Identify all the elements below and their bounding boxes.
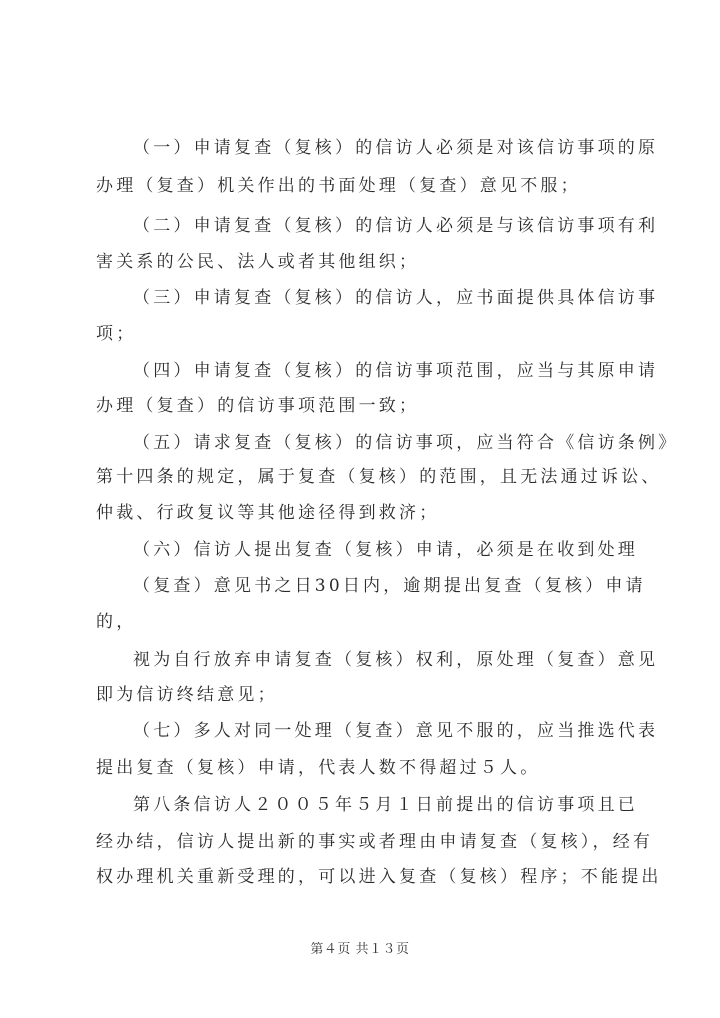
text-line: 提出复查（复核）申请，代表人数不得超过５人。 [96, 758, 541, 778]
text-line: 害关系的公民、法人或者其他组织； [96, 252, 420, 272]
text-line: 办理（复查）的信访事项范围一致； [96, 396, 420, 416]
text-line: 办理（复查）机关作出的书面处理（复查）意见不服； [96, 176, 581, 196]
text-line: （六）信访人提出复查（复核）申请，必须是在收到处理 [133, 540, 638, 560]
text-line: 权办理机关重新受理的，可以进入复查（复核）程序；不能提出 [96, 867, 662, 887]
text-line: （一）申请复查（复核）的信访人必须是对该信访事项的原 [133, 138, 659, 158]
page-number-footer: 第４页 共１３页 [310, 942, 410, 957]
text-line: （三）申请复查（复核）的信访人，应书面提供具体信访事 [133, 288, 659, 308]
text-line: 项； [96, 324, 137, 344]
text-line: 经办结，信访人提出新的事实或者理由申请复查（复核），经有 [96, 832, 654, 852]
text-line: 的， [96, 612, 137, 632]
text-line: 第八条信访人２００５年５月１日前提出的信访事项且已 [133, 795, 638, 815]
text-line: 即为信访终结意见； [96, 685, 278, 705]
text-line: 第十四条的规定，属于复查（复核）的范围，且无法通过诉讼、 [96, 467, 662, 487]
text-line: 视为自行放弃申请复查（复核）权利，原处理（复查）意见 [133, 650, 659, 670]
text-line: （五）请求复查（复核）的信访事项，应当符合《信访条例》 [133, 433, 679, 453]
text-line: （复查）意见书之日30日内，逾期提出复查（复核）申请 [133, 576, 646, 596]
text-line: （二）申请复查（复核）的信访人必须是与该信访事项有利 [133, 216, 659, 236]
text-line: （四）申请复查（复核）的信访事项范围，应当与其原申请 [133, 361, 659, 381]
text-line: 仲裁、行政复议等其他途径得到救济； [96, 503, 440, 523]
text-line: （七）多人对同一处理（复查）意见不服的，应当推选代表 [133, 721, 659, 741]
